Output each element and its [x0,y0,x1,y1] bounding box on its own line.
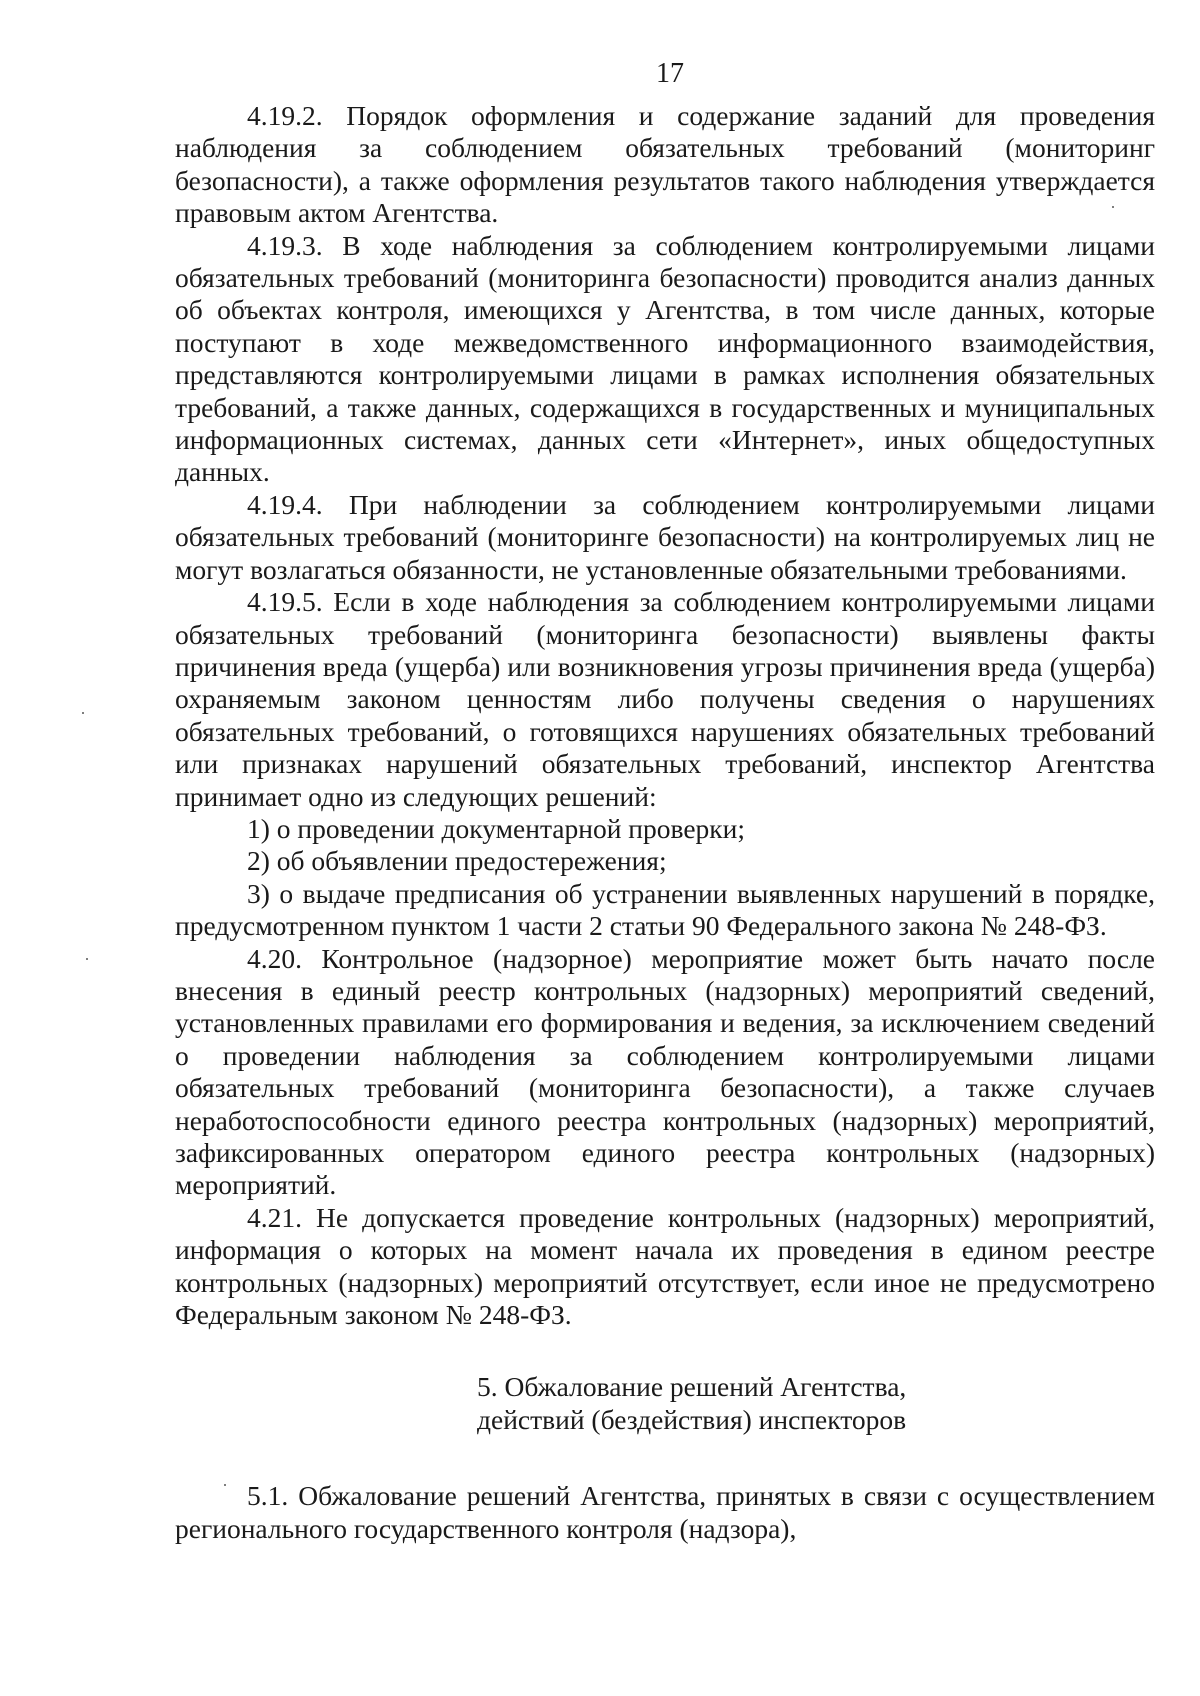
paragraph-4-20: 4.20. Контрольное (надзорное) мероприятие может быть начато после внесения в единый реестр контрольных (надзорных) мероприятий сведений, установленных правилами его формирования и ведения, за исключением сведений о проведении наблюдения за соблюдением контролируемыми лицами обязательных требований (мониторинга безопасности), а также случаев неработоспособности единого реестра контрольных (надзорных) мероприятий, зафиксированных оператором единого реестра контрольных (надзорных) мероприятий. [175,942,1155,1201]
scan-speck [82,712,84,714]
scan-speck [86,958,88,960]
paragraph-4-19-2: 4.19.2. Порядок оформления и содержание заданий для проведения наблюдения за соблюдением обязательных требований (мониторинг безопасности), а также оформления результатов такого наблюдения утверждается правовым актом Агентства. [175,100,1155,229]
scan-speck [1112,206,1114,208]
paragraph-5-1: 5.1. Обжалование решений Агентства, принятых в связи с осуществлением регионального государственного контроля (надзора), [175,1480,1155,1544]
list-item-1: 1) о проведении документарной проверки; [247,812,746,844]
section-5-heading [175,1371,1155,1436]
paragraph-4-19-4: 4.19.4. При наблюдении за соблюдением контролируемыми лицами обязательных требований (мониторинге безопасности) на контролируемых лиц не могут возлагаться обязанности, не установленные обязательными требованиями. [175,488,1155,585]
paragraph-4-21: 4.21. Не допускается проведение контрольных (надзорных) мероприятий, информация о которых на момент начала их проведения в едином реестре контрольных (надзорных) мероприятий отсутствует, если иное не предусмотрено Федеральным законом № 248-ФЗ. [175,1201,1155,1331]
document-body [175,100,1155,1545]
section-heading-line-2: действий (бездействия) инспекторов [477,1403,907,1435]
paragraph-4-19-5: 4.19.5. Если в ходе наблюдения за соблюдением контролируемыми лицами обязательных требований (мониторинга безопасности) выявлены факты причинения вреда (ущерба) или возникновения угрозы причинения вреда (ущерба) охраняемым законом ценностям либо получены сведения о нарушениях обязательных требований, о готовящихся нарушениях обязательных требований или признаках нарушений обязательных требований, инспектор Агентства принимает одно из следующих решений: [175,586,1155,812]
scan-speck [224,1484,226,1486]
list-item-2: 2) об объявлении предостережения; [247,845,667,877]
section-heading-line-1: 5. Обжалование решений Агентства, [477,1371,907,1403]
list-item-3: 3) о выдаче предписания об устранении выявленных нарушений в порядке, предусмотренном пунктом 1 части 2 статьи 90 Федерального закона № 248-ФЗ. [175,877,1155,942]
paragraph-4-19-3: 4.19.3. В ходе наблюдения за соблюдением контролируемыми лицами обязательных требований (мониторинга безопасности) проводится анализ данных об объектах контроля, имеющихся у Агентства, в том числе данных, которые поступают в ходе межведомственного информационного взаимодействия, представляются контролируемыми лицами в рамках исполнения обязательных требований, а также данных, содержащихся в государственных и муниципальных информационных системах, данных сети «Интернет», иных общедоступных данных. [175,229,1155,488]
page-number: 17 [656,58,684,89]
